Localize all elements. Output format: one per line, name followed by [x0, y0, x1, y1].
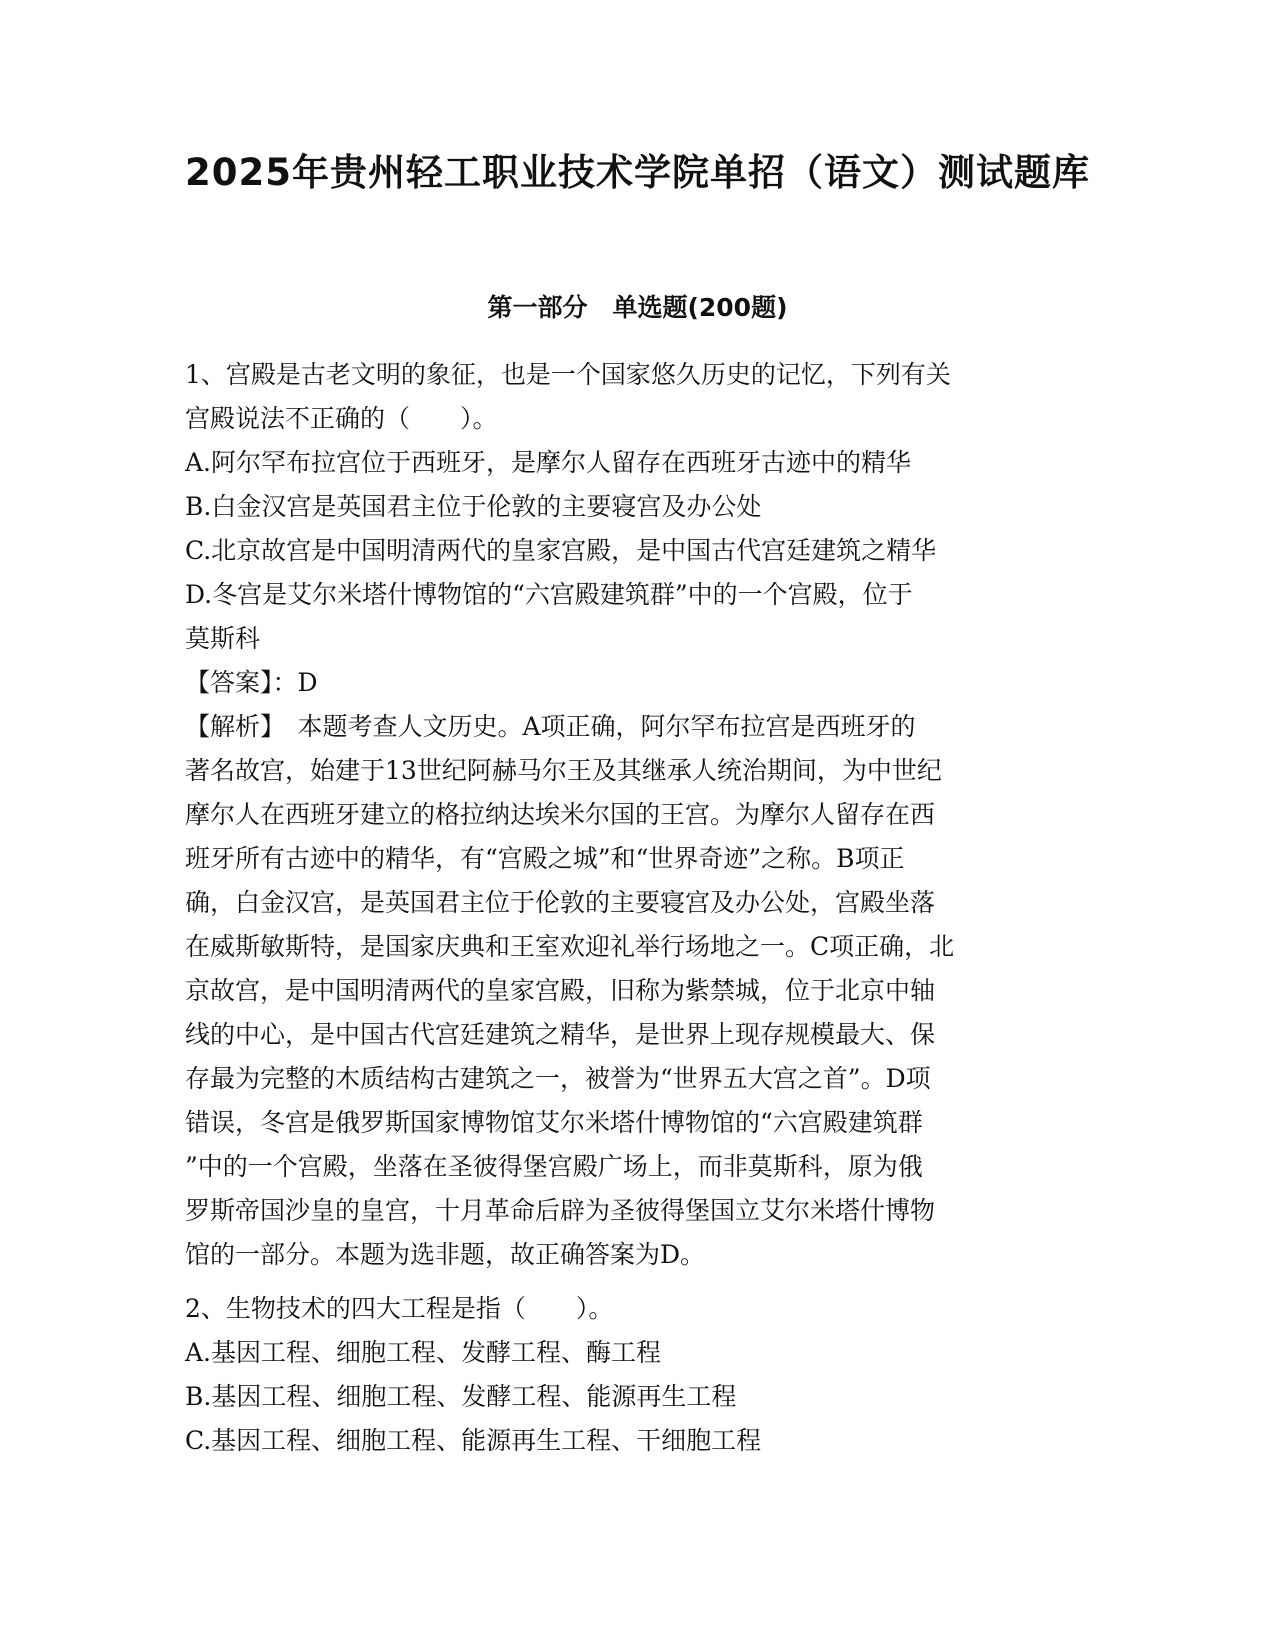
option-b: B.白金汉宫是英国君主位于伦敦的主要寝宫及办公处	[185, 492, 762, 521]
question-stem-line: 宫殿说法不正确的（ ）。	[185, 404, 498, 433]
analysis-line: 错误，冬宫是俄罗斯国家博物馆艾尔米塔什博物馆的“六宫殿建筑群	[185, 1108, 923, 1137]
analysis-line: 馆的一部分。本题为选非题，故正确答案为D。	[185, 1240, 706, 1269]
option-c: C.北京故宫是中国明清两代的皇家宫殿，是中国古代宫廷建筑之精华	[185, 536, 937, 565]
question-list	[185, 353, 1085, 1463]
question-1	[185, 353, 1085, 1277]
analysis-line: ”中的一个宫殿，坐落在圣彼得堡宫殿广场上，而非莫斯科，原为俄	[185, 1152, 923, 1181]
document-title: 2025年贵州轻工职业技术学院单招（语文）测试题库	[185, 151, 1090, 194]
option-d: D.冬宫是艾尔米塔什博物馆的“六宫殿建筑群”中的一个宫殿，位于	[185, 580, 913, 609]
answer-line: 【答案】：D	[185, 668, 318, 697]
question-stem-line: 1、宫殿是古老文明的象征，也是一个国家悠久历史的记忆，下列有关	[185, 360, 951, 389]
analysis-line: 京故宫，是中国明清两代的皇家宫殿，旧称为紫禁城，位于北京中轴	[185, 976, 936, 1005]
option-b: B.基因工程、细胞工程、发酵工程、能源再生工程	[185, 1382, 737, 1411]
section-heading: 第一部分 单选题(200题)	[487, 293, 788, 322]
option-d-continued: 莫斯科	[185, 624, 261, 653]
question-stem-line: 2、生物技术的四大工程是指（ ）。	[185, 1294, 614, 1323]
option-a: A.基因工程、细胞工程、发酵工程、酶工程	[185, 1338, 662, 1367]
analysis-line: 确，白金汉宫，是英国君主位于伦敦的主要寝宫及办公处，宫殿坐落	[185, 888, 936, 917]
analysis-line: 【解析】 本题考查人文历史。A项正确，阿尔罕布拉宫是西班牙的	[185, 712, 916, 741]
analysis-line: 在威斯敏斯特，是国家庆典和王室欢迎礼举行场地之一。C项正确，北	[185, 932, 955, 961]
analysis-line: 线的中心，是中国古代宫廷建筑之精华，是世界上现存规模最大、保	[185, 1020, 936, 1049]
option-a: A.阿尔罕布拉宫位于西班牙，是摩尔人留存在西班牙古迹中的精华	[185, 448, 912, 477]
analysis-line: 班牙所有古迹中的精华，有“宫殿之城”和“世界奇迹”之称。B项正	[185, 844, 905, 873]
analysis-line: 存最为完整的木质结构古建筑之一，被誉为“世界五大宫之首”。D项	[185, 1064, 931, 1093]
question-2	[185, 1287, 1085, 1463]
analysis-line: 著名故宫，始建于13世纪阿赫马尔王及其继承人统治期间，为中世纪	[185, 756, 942, 785]
analysis-line: 摩尔人在西班牙建立的格拉纳达埃米尔国的王宫。为摩尔人留存在西	[185, 800, 936, 829]
option-c: C.基因工程、细胞工程、能源再生工程、干细胞工程	[185, 1426, 762, 1455]
analysis-line: 罗斯帝国沙皇的皇宫，十月革命后辟为圣彼得堡国立艾尔米塔什博物	[185, 1196, 936, 1225]
